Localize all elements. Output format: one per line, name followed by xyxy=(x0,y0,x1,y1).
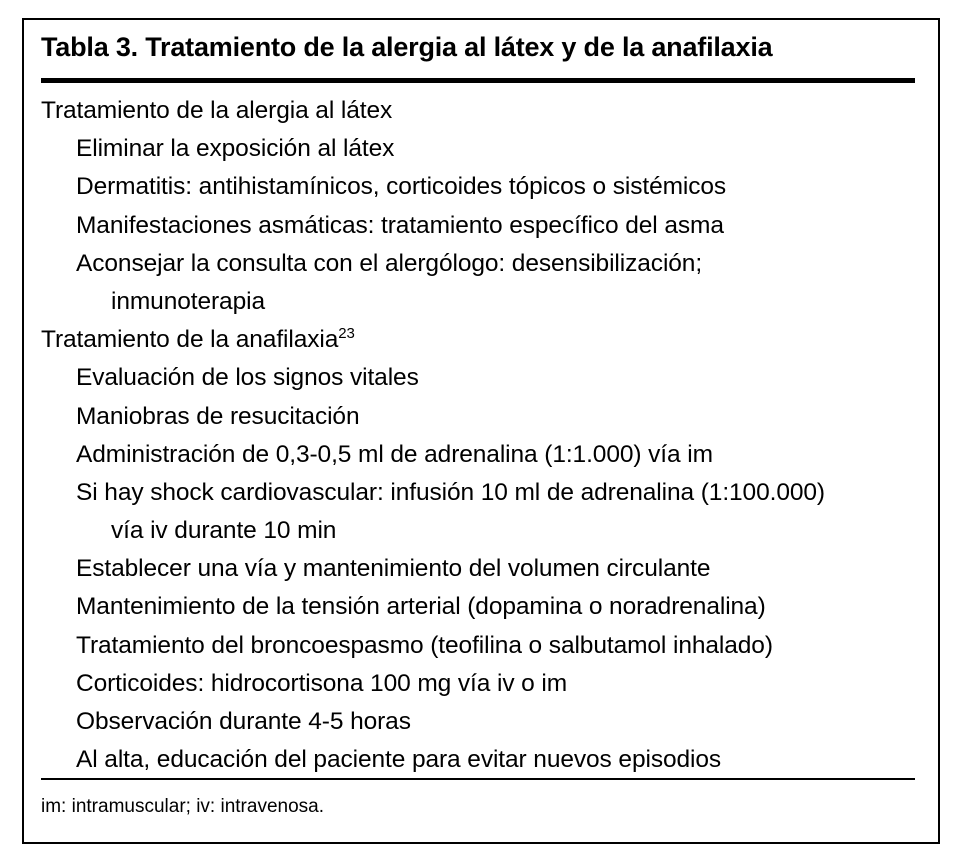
list-item: Establecer una vía y mantenimiento del volumen circulante xyxy=(76,555,711,583)
footnote-divider xyxy=(41,778,915,780)
reference-superscript: 23 xyxy=(338,325,355,343)
title-divider xyxy=(41,78,915,83)
list-item: Tratamiento del broncoespasmo (teofilina o salbutamol inhalado) xyxy=(76,631,773,659)
list-item: Aconsejar la consulta con el alergólogo: desensibilización; xyxy=(76,249,703,277)
table-body xyxy=(41,92,921,779)
section-heading-latex: Tratamiento de la alergia al látex xyxy=(41,97,393,124)
list-item: Eliminar la exposición al látex xyxy=(76,135,395,163)
list-item: Dermatitis: antihistamínicos, corticoides tópicos o sistémicos xyxy=(76,173,727,201)
list-item-continuation: vía iv durante 10 min xyxy=(111,517,337,545)
list-item: Administración de 0,3-0,5 ml de adrenalina (1:1.000) vía im xyxy=(76,440,713,468)
list-item: Al alta, educación del paciente para evitar nuevos episodios xyxy=(76,746,722,774)
list-item: Manifestaciones asmáticas: tratamiento específico del asma xyxy=(76,211,724,239)
table-title: Tabla 3. Tratamiento de la alergia al látex y de la anafilaxia xyxy=(41,32,773,62)
list-item: Observación durante 4-5 horas xyxy=(76,708,411,735)
list-item: Si hay shock cardiovascular: infusión 10 ml de adrenalina (1:100.000) xyxy=(76,478,825,506)
section-heading-anafilaxia xyxy=(41,321,921,359)
table-footnote: im: intramuscular; iv: intravenosa. xyxy=(41,796,324,817)
list-item: Evaluación de los signos vitales xyxy=(76,364,419,392)
list-item: Maniobras de resucitación xyxy=(76,402,360,430)
section-heading-text: Tratamiento de la anafilaxia xyxy=(41,326,339,354)
list-item: Corticoides: hidrocortisona 100 mg vía iv o im xyxy=(76,669,568,697)
table-frame xyxy=(22,18,940,844)
list-item: Mantenimiento de la tensión arterial (dopamina o noradrenalina) xyxy=(76,593,766,621)
list-item-continuation: inmunoterapia xyxy=(111,287,265,315)
